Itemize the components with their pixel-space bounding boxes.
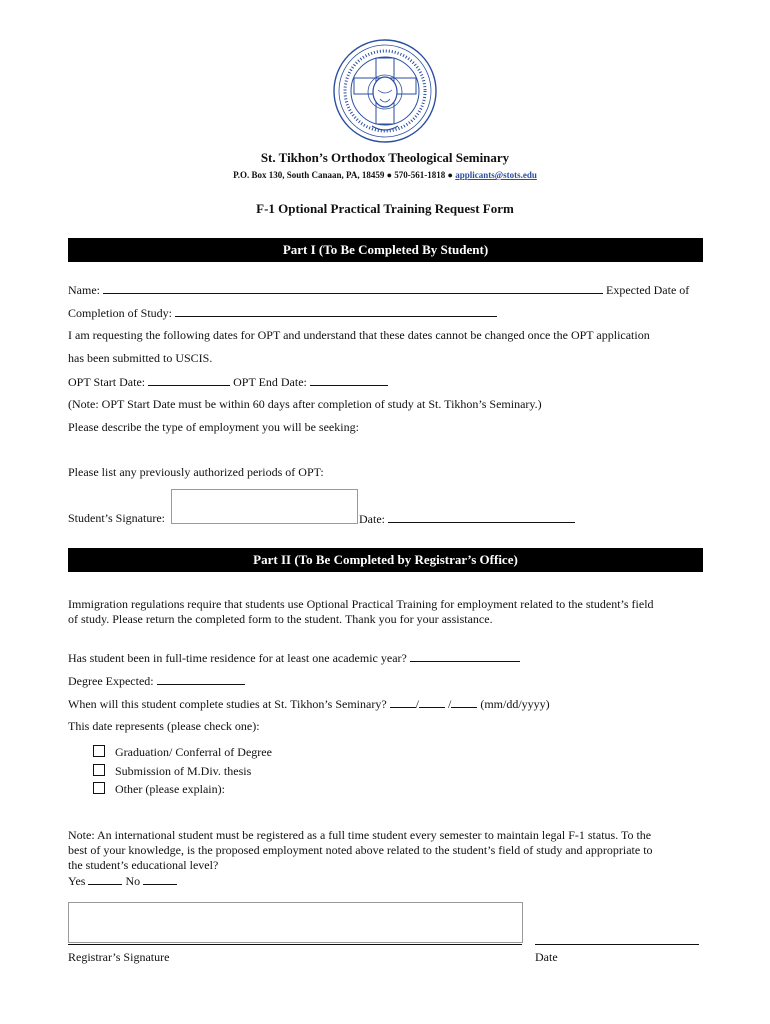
- expected-date-label: Expected Date of: [606, 283, 690, 297]
- option-thesis[interactable]: [93, 764, 251, 779]
- completion-date-field[interactable]: [175, 305, 497, 317]
- opt-end-label: OPT End Date:: [233, 375, 307, 389]
- no-label: No: [125, 874, 141, 888]
- option-other[interactable]: [93, 782, 225, 797]
- name-row: [68, 282, 689, 298]
- email-link[interactable]: applicants@stots.edu: [455, 170, 537, 180]
- degree-label: Degree Expected:: [68, 674, 154, 688]
- intro-line-2: of study. Please return the completed form to the student. Thank you for your assistance.: [68, 612, 493, 626]
- note-line-1: Note: An international student must be registered as a full time student every semester to maintain legal F-1 status. To the: [68, 828, 652, 842]
- intro-line-1: Immigration regulations require that students use Optional Practical Training for employment related to the student’s field: [68, 597, 654, 611]
- registrar-signature-label: Registrar’s Signature: [68, 950, 170, 964]
- student-signature-label: Student’s Signature:: [68, 511, 165, 525]
- registrar-signature-line: [68, 944, 522, 945]
- registrar-date-line[interactable]: [535, 944, 699, 945]
- yes-no-row: [68, 873, 177, 889]
- name-field[interactable]: [103, 282, 603, 294]
- student-date-field[interactable]: [388, 511, 575, 523]
- note-line-3: the student’s educational level?: [68, 858, 219, 872]
- complete-label: When will this student complete studies at St. Tikhon’s Seminary?: [68, 697, 387, 711]
- registrar-signature-box[interactable]: [68, 902, 523, 943]
- part2-header-bar: Part II (To Be Completed by Registrar’s Office): [68, 548, 703, 572]
- form-title: F-1 Optional Practical Training Request Form: [256, 201, 514, 216]
- graduation-checkbox[interactable]: [93, 745, 105, 757]
- student-signature-box[interactable]: [171, 489, 358, 524]
- residence-row: [68, 650, 520, 666]
- option-label: Other (please explain):: [115, 782, 225, 796]
- opt-start-label: OPT Start Date:: [68, 375, 146, 389]
- yes-field[interactable]: [88, 873, 122, 885]
- name-label: Name:: [68, 283, 100, 297]
- completion-date-row: When will this student complete studies at St. Tikhon’s Seminary? / / (mm/dd/yyyy): [68, 697, 550, 711]
- request-line-2: has been submitted to USCIS.: [68, 351, 213, 365]
- represents-label: This date represents (please check one):: [68, 719, 260, 733]
- degree-row: [68, 673, 245, 689]
- residence-label: Has student been in full-time residence for at least one academic year?: [68, 651, 407, 665]
- residence-field[interactable]: [410, 650, 520, 662]
- completion-label: Completion of Study:: [68, 306, 173, 320]
- option-label: Graduation/ Conferral of Degree: [115, 745, 272, 759]
- date-format-label: (mm/dd/yyyy): [480, 697, 550, 711]
- opt-start-field[interactable]: [148, 374, 230, 386]
- student-date-row: [359, 511, 575, 527]
- student-date-label: Date:: [359, 512, 385, 526]
- seminary-seal-logo: [332, 38, 438, 144]
- other-checkbox[interactable]: [93, 782, 105, 794]
- periods-label: Please list any previously authorized periods of OPT:: [68, 465, 324, 479]
- opt-note: (Note: OPT Start Date must be within 60 days after completion of study at St. Tikhon’s Seminary.): [68, 397, 542, 411]
- option-label: Submission of M.Div. thesis: [115, 764, 252, 778]
- day-field[interactable]: [419, 696, 445, 708]
- opt-end-field[interactable]: [310, 374, 388, 386]
- part1-header-bar: Part I (To Be Completed By Student): [68, 238, 703, 262]
- degree-field[interactable]: [157, 673, 245, 685]
- no-field[interactable]: [143, 873, 177, 885]
- employment-label: Please describe the type of employment you will be seeking:: [68, 420, 359, 434]
- opt-dates-row: [68, 374, 388, 390]
- month-field[interactable]: [390, 696, 416, 708]
- yes-label: Yes: [68, 874, 86, 888]
- option-graduation[interactable]: [93, 745, 272, 760]
- address-text: P.O. Box 130, South Canaan, PA, 18459 ● 570-561-1818 ●: [233, 170, 453, 180]
- year-field[interactable]: [451, 696, 477, 708]
- contact-line: [0, 170, 770, 180]
- request-line-1: I am requesting the following dates for OPT and understand that these dates cannot be changed once the OPT application: [68, 328, 650, 342]
- institution-name: St. Tikhon’s Orthodox Theological Seminary: [260, 150, 510, 165]
- note-line-2: best of your knowledge, is the proposed employment noted above related to the student’s field of study and appropriate to: [68, 843, 653, 857]
- completion-row: [68, 305, 497, 321]
- registrar-date-label: Date: [535, 950, 558, 964]
- thesis-checkbox[interactable]: [93, 764, 105, 776]
